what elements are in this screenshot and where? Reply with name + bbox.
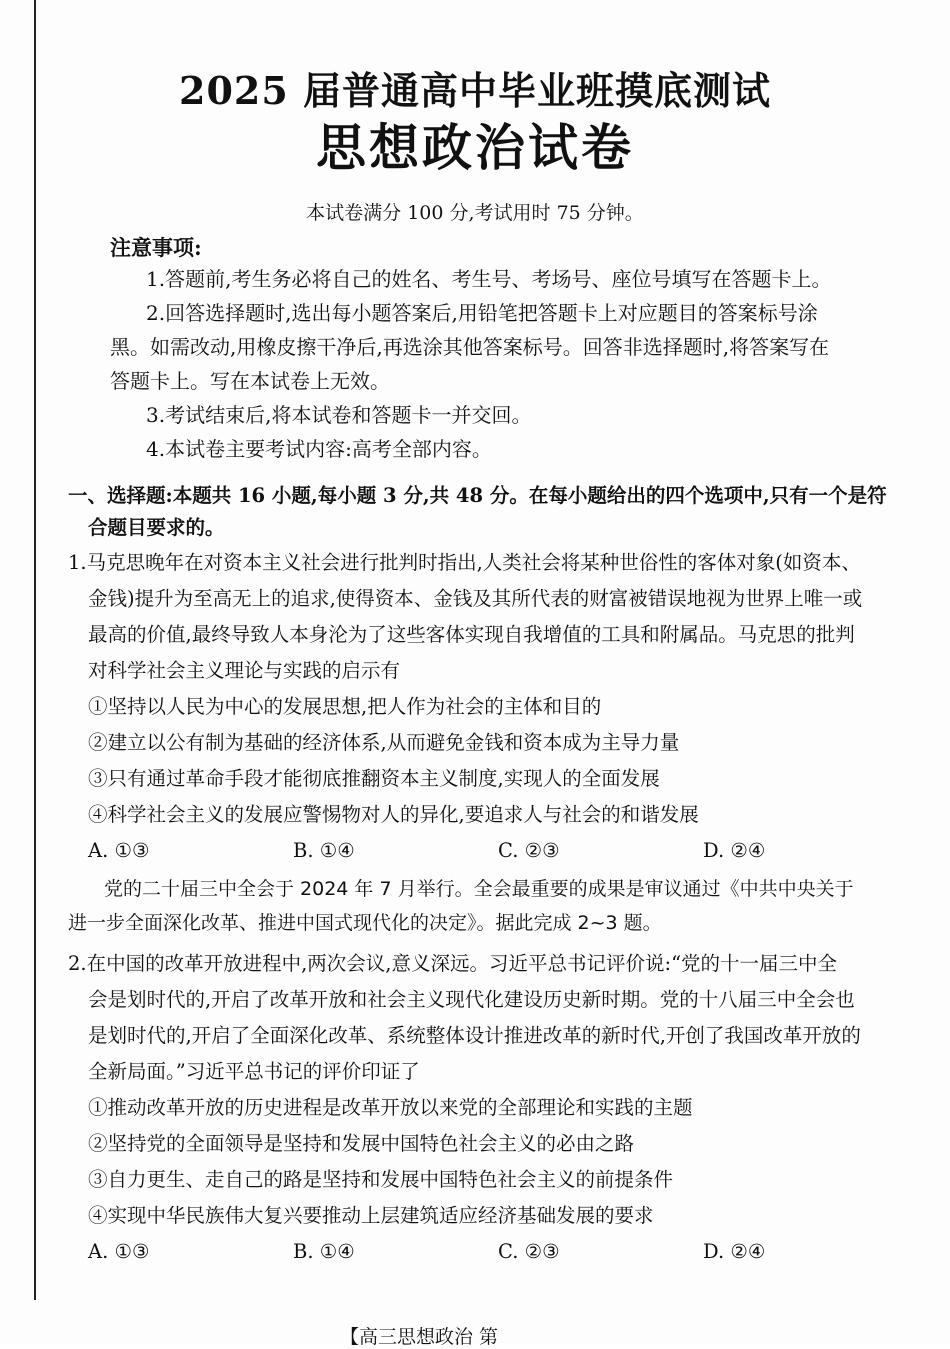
choice-d: D. ②④ xyxy=(703,839,766,862)
page-footer: 【高三思想政治 第 xyxy=(340,1326,499,1348)
question-stem-line: 全新局面。”习近平总书记的评价印证了 xyxy=(88,1060,420,1083)
question-stem-line: 会是划时代的,开启了改革开放和社会主义现代化建设历史新时期。党的十八届三中全会也 xyxy=(88,988,855,1011)
question-stem-line: 2.在中国的改革开放进程中,两次会议,意义深远。习近平总书记评价说:“党的十一届三中全 xyxy=(68,952,838,975)
notice-item: 1.答题前,考生务必将自己的姓名、考生号、考场号、座位号填写在答题卡上。 xyxy=(146,267,832,291)
notice-heading: 注意事项: xyxy=(110,235,202,260)
section-heading xyxy=(68,480,918,544)
exam-title: 2025 届普通高中毕业班摸底测试 xyxy=(179,68,771,113)
choice-c: C. ②③ xyxy=(498,839,560,862)
question-2 xyxy=(68,946,926,1270)
statement-option: ④科学社会主义的发展应警惕物对人的异化,要追求人与社会的和谐发展 xyxy=(88,803,699,826)
statement-option: ④实现中华民族伟大复兴要推动上层建筑适应经济基础发展的要求 xyxy=(88,1204,654,1227)
material-intro xyxy=(68,872,926,940)
choice-a: A. ①③ xyxy=(88,839,150,862)
statement-option: ③只有通过革命手段才能彻底推翻资本主义制度,实现人的全面发展 xyxy=(88,767,660,790)
intro-line: 进一步全面深化改革、推进中国式现代化的决定》。据此完成 2~3 题。 xyxy=(68,912,662,934)
notice-item: 2.回答选择题时,选出每小题答案后,用铅笔把答题卡上对应题目的答案标号涂 xyxy=(146,301,818,325)
question-stem-line: 1.马克思晚年在对资本主义社会进行批判时指出,人类社会将某种世俗性的客体对象(如资本、 xyxy=(68,551,861,574)
statement-option: ①坚持以人民为中心的发展思想,把人作为社会的主体和目的 xyxy=(88,695,602,718)
choice-d: D. ②④ xyxy=(703,1240,766,1263)
answer-choices xyxy=(68,833,926,869)
question-stem-line: 对科学社会主义理论与实践的启示有 xyxy=(88,659,401,682)
section-heading-line: 一、选择题:本题共 16 小题,每小题 3 分,共 48 分。在每小题给出的四个选项中,只有一个是符 xyxy=(68,484,887,507)
statement-option: ②建立以公有制为基础的经济体系,从而避免金钱和资本成为主导力量 xyxy=(88,731,680,754)
notice-item: 4.本试卷主要考试内容:高考全部内容。 xyxy=(146,437,492,461)
statement-option: ②坚持党的全面领导是坚持和发展中国特色社会主义的必由之路 xyxy=(88,1132,635,1155)
notice-item-continued: 黑。如需改动,用橡皮擦干净后,再选涂其他答案标号。回答非选择题时,将答案写在 xyxy=(110,335,830,359)
choice-b: B. ①④ xyxy=(293,839,355,862)
section-heading-line: 合题目要求的。 xyxy=(88,516,225,539)
statement-option: ③自力更生、走自己的路是坚持和发展中国特色社会主义的前提条件 xyxy=(88,1168,674,1191)
choice-b: B. ①④ xyxy=(293,1240,355,1263)
intro-line: 党的二十届三中全会于 2024 年 7 月举行。全会最重要的成果是审议通过《中共中央关于 xyxy=(104,878,854,900)
question-stem-line: 金钱)提升为至高无上的追求,使得资本、金钱及其所代表的财富被错误地视为世界上唯一或 xyxy=(88,587,863,610)
answer-choices xyxy=(68,1234,926,1270)
question-1 xyxy=(68,545,926,869)
question-stem-line: 最高的价值,最终导致人本身沦为了这些客体实现自我增值的工具和附属品。马克思的批判 xyxy=(88,623,855,646)
exam-info: 本试卷满分 100 分,考试用时 75 分钟。 xyxy=(306,202,644,224)
subject-title: 思想政治试卷 xyxy=(316,118,634,177)
notice-list xyxy=(110,262,890,466)
notice-item-continued: 答题卡上。写在本试卷上无效。 xyxy=(110,369,390,393)
question-stem-line: 是划时代的,开启了全面深化改革、系统整体设计推进改革的新时代,开创了我国改革开放的 xyxy=(88,1024,861,1047)
choice-c: C. ②③ xyxy=(498,1240,560,1263)
notice-item: 3.考试结束后,将本试卷和答题卡一并交回。 xyxy=(146,403,532,427)
statement-option: ①推动改革开放的历史进程是改革开放以来党的全部理论和实践的主题 xyxy=(88,1096,693,1119)
choice-a: A. ①③ xyxy=(88,1240,150,1263)
binding-line xyxy=(34,0,36,1300)
